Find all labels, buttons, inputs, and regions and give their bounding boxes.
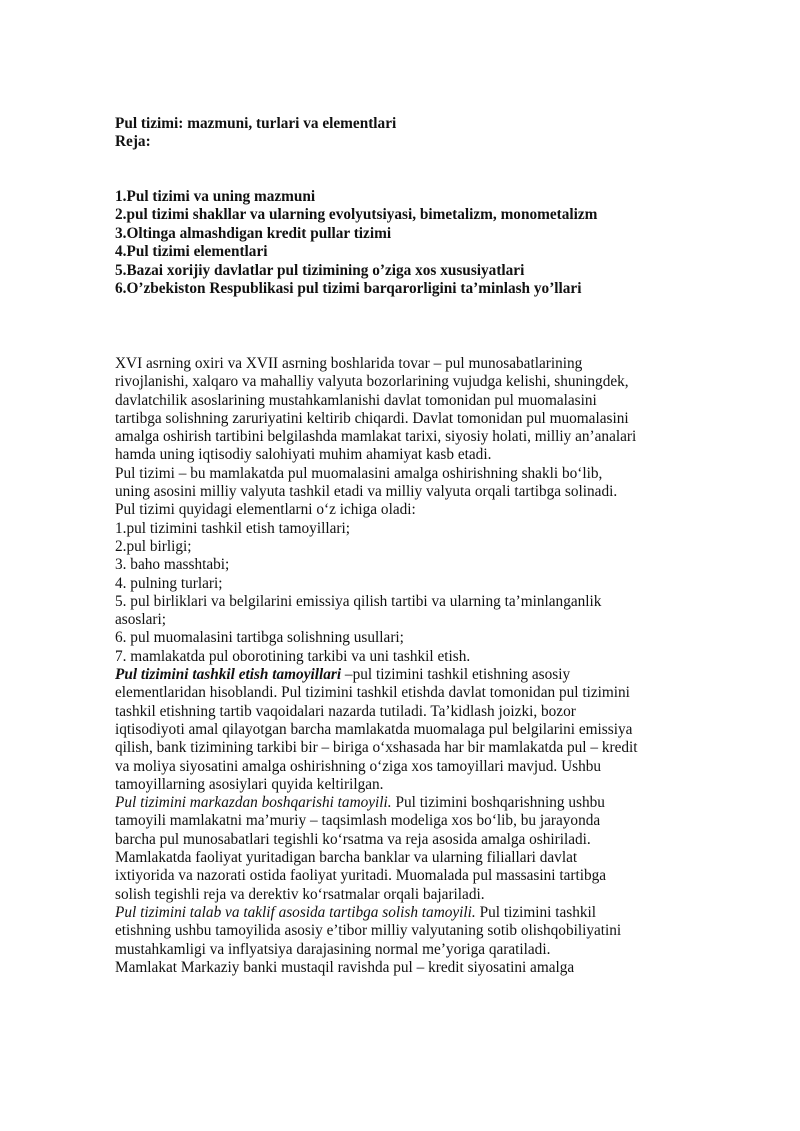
central-bank-paragraph: Mamlakat Markaziy banki mustaqil ravishda pul – kredit siyosatini amalga [115, 958, 575, 976]
principles-lead: Pul tizimini tashkil etish tamoyillari [115, 666, 342, 684]
document-header [115, 115, 396, 152]
central-lead: Pul tizimini markazdan boshqarishi tamoyili. [115, 794, 392, 812]
element-item: 3. baho masshtabi; [115, 556, 230, 574]
plan-item: 6.O’zbekiston Respublikasi pul tizimi barqarorligini ta’minlash yo’llari [115, 280, 582, 298]
element-item: 1.pul tizimini tashkil etish tamoyillari; [115, 519, 350, 537]
elements-intro: Pul tizimi quyidagi elementlarni o‘z ichiga oladi: [115, 501, 416, 519]
plan-item: 1.Pul tizimi va uning mazmuni [115, 188, 316, 205]
document-body [115, 355, 640, 977]
plan-item: 3.Oltinga almashdigan kredit pullar tizimi [115, 224, 392, 242]
element-item: 5. pul birliklari va belgilarini emissiya qilish tartibi va ularning ta’minlanganlik asoslari; [115, 592, 602, 629]
plan-item: 2.pul tizimi shakllar va ularning evolyutsiyasi, bimetalizm, monometalizm [115, 206, 598, 224]
market-lead: Pul tizimini talab va taklif asosida tartibga solish tamoyili. [115, 903, 476, 921]
plan-label: Reja: [115, 133, 151, 151]
intro-paragraph: XVI asrning oxiri va XVII asrning boshlarida tovar – pul munosabatlarining rivojlanishi, xalqaro va mahalliy valyuta bozorlarining vujudga kelishi, shuningdek, davlatchilik asoslarining mustahkamlanishi davlat tomonidan pul muomalasini tartibga solishning zaruriyatini keltirib chiqardi. Davlat tomonidan pul muomalasini amalga oshirish tartibini belgilashda mamlakat tarixi, siyosiy holati, milliy an’analari hamda uning iqtisodiy salohiyati muhim ahamiyat kasb etadi. [115, 355, 637, 464]
element-item: 7. mamlakatda pul oborotining tarkibi va uni tashkil etish. [115, 647, 471, 665]
central-text: Pul tizimini boshqarishning ushbu tamoyili mamlakatni ma’muriy – taqsimlash modeliga xos bo‘lib, bu jarayonda barcha pul munosabatlari tegishli ko‘rsatma va reja asosida amalga oshiriladi. Mamlakatda faoliyat yuritadigan barcha banklar va ularning filiallari davlat ixtiyorida va nazorati ostida faoliyat yuritadi. Muomalada pul massasini tartibga solish tegishli reja va derektiv ko‘rsatmalar orqali bajariladi. [115, 794, 607, 903]
element-item: 6. pul muomalasini tartibga solishning usullari; [115, 629, 404, 647]
plan-list [115, 188, 597, 298]
central-paragraph [115, 794, 640, 904]
element-item: 2.pul birligi; [115, 537, 192, 555]
plan-item: 5.Bazai xorijiy davlatlar pul tizimining o’ziga xos xususiyatlari [115, 261, 525, 279]
principles-paragraph [115, 666, 640, 794]
market-text: Pul tizimini tashkil etishning ushbu tamoyilida asosiy e’tibor milliy valyutaning sotib olishqobiliyatini mustahkamligi va inflyatsiya darajasining normal me’yoriga qaratiladi. [115, 903, 622, 958]
document-title: Pul tizimi: mazmuni, turlari va elementlari [115, 115, 397, 132]
principles-text: –pul tizimini tashkil etishning asosiy elementlaridan hisoblandi. Pul tizimini tashkil etishda davlat tomonidan pul tizimini tashkil etishning tartib vaqoidalari nazarda tutiladi. Ta’kidlash joizki, bozor iqtisodiyoti amal qilayotgan barcha mamlakatda muomalaga pul belgilarini emissiya qilish, bank tizimining tarkibi bir – biriga o‘xshasada har bir mamlakatda pul – kredit va moliya siyosatini amalga oshirishning o‘ziga xos tamoyillari mavjud. Ushbu tamoyillarning asosiylari quyida keltirilgan. [115, 666, 638, 793]
market-paragraph [115, 904, 640, 959]
plan-item: 4.Pul tizimi elementlari [115, 243, 268, 261]
element-item: 4. pulning turlari; [115, 574, 223, 592]
definition-paragraph: Pul tizimi – bu mamlakatda pul muomalasini amalga oshirishning shakli bo‘lib, uning asosini milliy valyuta tashkil etadi va milliy valyuta orqali tartibga solinadi. [115, 464, 618, 501]
